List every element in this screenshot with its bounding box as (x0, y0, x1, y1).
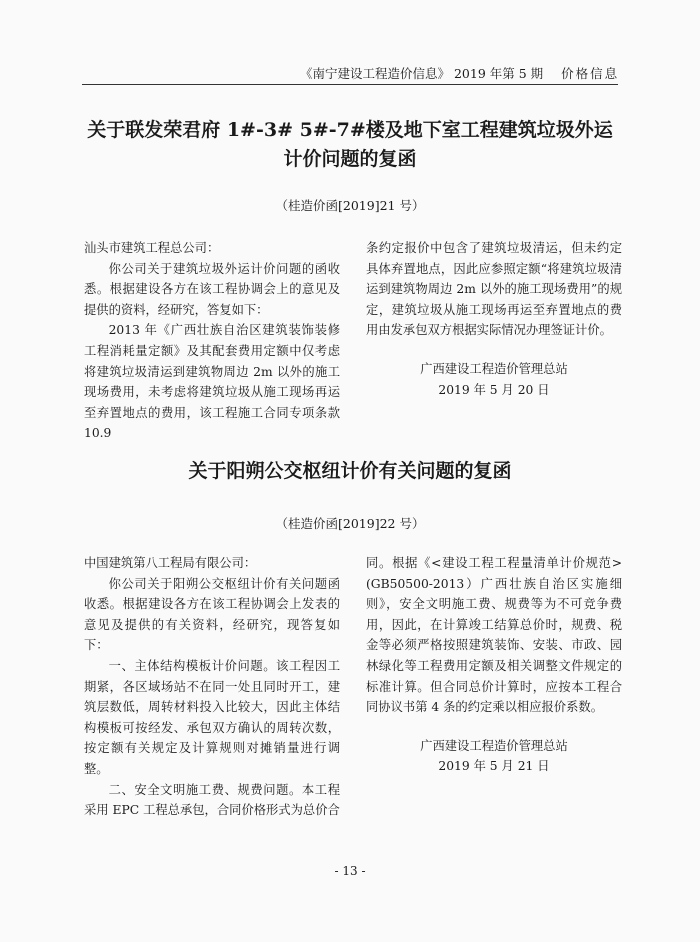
journal-issue: 《南宁建设工程造价信息》 2019 年第 5 期 (300, 66, 544, 81)
article1-title (82, 116, 618, 174)
article2-title: 关于阳朔公交枢纽计价有关问题的复函 (188, 460, 512, 482)
article1-addressee: 汕头市建筑工程总公司： (84, 241, 220, 255)
article1-paragraph: 2013 年《广西壮族自治区建筑装饰装修工程消耗量定额》及其配套费用定额中仅考虑将建筑垃圾清运到建筑物周边 2m 以外的施工现场费用，未考虑将建筑垃圾从施工现场再运至弃置地点的费用，该工程施工合同专项条款 10.9 (84, 323, 340, 441)
article2-body (84, 553, 622, 821)
article1-signature-date: 2019 年 5 月 20 日 (438, 382, 550, 397)
article2-reference: （桂造价函[2019]22 号） (275, 516, 425, 531)
article1-left-column (84, 238, 340, 444)
article1-signature-org: 广西建设工程造价管理总站 (420, 361, 568, 376)
article2-paragraph: 二、安全文明施工费、规费问题。本工程采用 EPC 工程总承包，合同价格形式为总价合 (84, 782, 340, 818)
article2-signature-date: 2019 年 5 月 21 日 (438, 759, 550, 774)
article1-title-line1: 关于联发荣君府 1#-3# 5#-7#楼及地下室工程建筑垃圾外运 (87, 119, 613, 141)
article1-reference: （桂造价函[2019]21 号） (275, 198, 425, 213)
article1-right-column (366, 238, 622, 444)
article2-left-column (84, 553, 340, 821)
running-header (300, 64, 618, 82)
page-number: - 13 - (334, 864, 366, 878)
header-rule (82, 84, 618, 85)
article2-continuation: 同。根据《<建设工程工程量清单计价规范>(GB50500-2013）广西壮族自治区实施细则》，安全文明施工费、规费等为不可竞争费用，因此，在计算竣工结算总价时，规费、税金等必须严格按照建筑装饰、安装、市政、园林绿化等工程费用定额及相关调整文件规定的标准计算。但合同总价计算时，应按本工程合同协议书第 4 条的约定乘以相应报价系数。 (366, 556, 622, 715)
article2-right-column (366, 553, 622, 821)
article1-title-line2: 计价问题的复函 (283, 148, 417, 170)
article2-paragraph: 一、主体结构模板计价问题。该工程因工期紧，各区域场站不在同一处且同时开工，建筑层数低，周转材料投入比较大，因此主体结构模板可按经发、承包双方确认的周转次数，按定额有关规定及计算规则对摊销量进行调整。 (84, 658, 340, 776)
article1-continuation: 条约定报价中包含了建筑垃圾清运，但未约定具体弃置地点，因此应参照定额“将建筑垃圾清运到建筑物周边 2m 以外的施工现场费用”的规定，建筑垃圾从施工现场再运至弃置地点的费用由发承包双方根据实际情况办理签证计价。 (366, 241, 622, 338)
article1-body (84, 238, 622, 444)
article2-signature-org: 广西建设工程造价管理总站 (420, 738, 568, 753)
article2-paragraph: 你公司关于阳朔公交枢纽计价有关问题函收悉。根据建设各方在该工程协调会上发表的意见及提供的有关资料，经研究，现答复如下： (84, 576, 340, 653)
article1-paragraph: 你公司关于建筑垃圾外运计价问题的函收悉。根据建设各方在该工程协调会上的意见及提供的资料，经研究，答复如下： (84, 261, 340, 317)
section-name: 价格信息 (561, 66, 620, 81)
article2-addressee: 中国建筑第八工程局有限公司： (84, 556, 257, 570)
